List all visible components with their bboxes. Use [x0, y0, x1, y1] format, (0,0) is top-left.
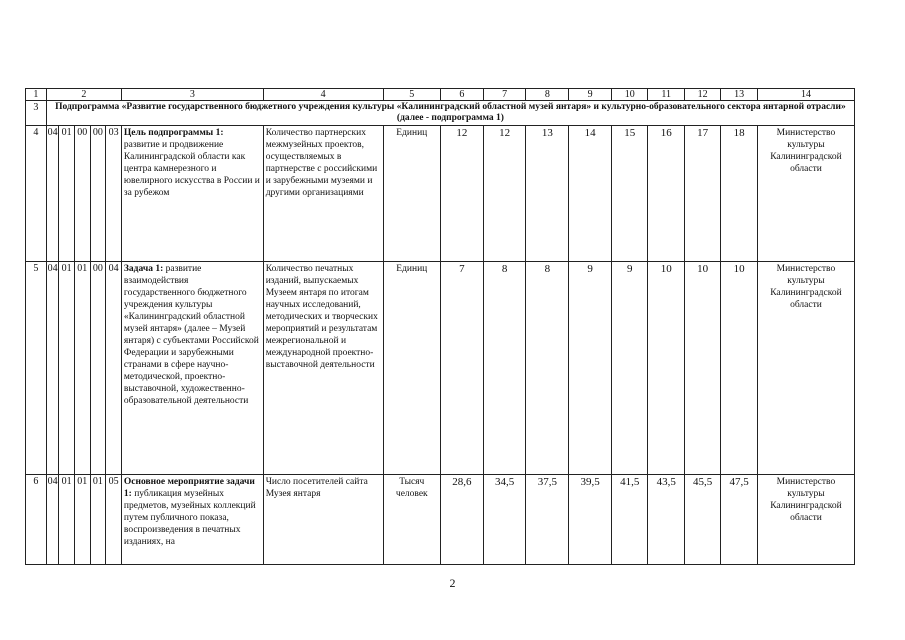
owner-cell: Министерство культуры Калининградской области [757, 475, 854, 565]
code-cell: 01 [59, 262, 75, 475]
value-cell: 8 [483, 262, 526, 475]
task-heading: Основное мероприятие задачи 1: [123, 477, 255, 499]
task-cell [121, 475, 263, 565]
header-row [26, 89, 855, 101]
indicator-cell: Число посетителей сайта Музея янтаря [263, 475, 383, 565]
row-number: 4 [26, 126, 47, 262]
owner-cell: Министерство культуры Калининградской области [757, 126, 854, 262]
value-cell: 10 [721, 262, 757, 475]
value-cell: 47,5 [721, 475, 757, 565]
indicator-cell: Количество партнерских межмузейных проектов, осуществляемых в партнерстве с российскими и зарубежными музеями и другими организациями [263, 126, 383, 262]
table-row [26, 475, 855, 565]
table-row [26, 262, 855, 475]
value-cell: 9 [569, 262, 612, 475]
value-cell: 28,6 [440, 475, 483, 565]
owner-cell: Министерство культуры Калининградской области [757, 262, 854, 475]
value-cell: 43,5 [648, 475, 684, 565]
row-number: 3 [26, 101, 47, 126]
value-cell: 10 [684, 262, 720, 475]
task-cell [121, 126, 263, 262]
value-cell: 14 [569, 126, 612, 262]
header-cell: 8 [526, 89, 569, 101]
value-cell: 7 [440, 262, 483, 475]
value-cell: 17 [684, 126, 720, 262]
subprogram-title: Подпрограмма «Развитие государственного бюджетного учреждения культуры «Калининградский областной музей янтаря» и культурно-образовательного сектора янтарной отрасли» (далее - подпрограмма 1) [46, 101, 854, 126]
unit-cell: Тысяч человек [383, 475, 440, 565]
value-cell: 34,5 [483, 475, 526, 565]
row-number: 5 [26, 262, 47, 475]
value-cell: 12 [440, 126, 483, 262]
header-cell: 9 [569, 89, 612, 101]
header-cell: 2 [46, 89, 121, 101]
value-cell: 12 [483, 126, 526, 262]
task-text: публикация музейных предметов, музейных коллекций путем публичного показа, воспроизведения в печатных изданиях, на [123, 489, 256, 547]
indicator-cell: Количество печатных изданий, выпускаемых Музеем янтаря по итогам научных исследований, методических и творческих мероприятий и результатам межрегиональной и международной проектно-выставочной деятельности [263, 262, 383, 475]
value-cell: 45,5 [684, 475, 720, 565]
code-cell: 00 [90, 126, 106, 262]
page-number: 2 [449, 576, 456, 590]
value-cell: 41,5 [611, 475, 647, 565]
unit-cell: Единиц [383, 126, 440, 262]
code-cell: 03 [106, 126, 122, 262]
value-cell: 18 [721, 126, 757, 262]
task-cell [121, 262, 263, 475]
task-text: развитие и продвижение Калининградской области как центра камнерезного и ювелирного искусства в России и за рубежом [123, 140, 260, 198]
code-cell: 04 [106, 262, 122, 475]
code-cell: 05 [106, 475, 122, 565]
code-cell: 04 [46, 126, 59, 262]
value-cell: 39,5 [569, 475, 612, 565]
task-text: развитие взаимодействия государственного бюджетного учреждения культуры «Калининградский областной музей янтаря» (далее – Музей янтаря) с субъектами Российской Федерации и зарубежными странами в сфере научно-методической, проектно-выставочной, художественно-образовательной деятельности [123, 264, 259, 406]
indicators-table [25, 88, 855, 565]
unit-cell: Единиц [383, 262, 440, 475]
header-cell: 13 [721, 89, 757, 101]
code-cell: 01 [74, 262, 90, 475]
header-cell: 12 [684, 89, 720, 101]
code-cell: 04 [46, 475, 59, 565]
value-cell: 16 [648, 126, 684, 262]
header-cell: 7 [483, 89, 526, 101]
header-cell: 14 [757, 89, 854, 101]
header-cell: 10 [611, 89, 647, 101]
code-cell: 00 [74, 126, 90, 262]
header-cell: 6 [440, 89, 483, 101]
subprogram-row [26, 101, 855, 126]
header-cell: 4 [263, 89, 383, 101]
task-heading: Задача 1: [123, 264, 164, 274]
header-cell: 1 [26, 89, 47, 101]
code-cell: 01 [74, 475, 90, 565]
header-cell: 5 [383, 89, 440, 101]
header-cell: 3 [121, 89, 263, 101]
value-cell: 8 [526, 262, 569, 475]
task-heading: Цель подпрограммы 1: [123, 128, 224, 138]
table-row [26, 126, 855, 262]
header-cell: 11 [648, 89, 684, 101]
code-cell: 01 [90, 475, 106, 565]
value-cell: 37,5 [526, 475, 569, 565]
value-cell: 9 [611, 262, 647, 475]
value-cell: 10 [648, 262, 684, 475]
code-cell: 01 [59, 126, 75, 262]
value-cell: 15 [611, 126, 647, 262]
code-cell: 01 [59, 475, 75, 565]
code-cell: 04 [46, 262, 59, 475]
value-cell: 13 [526, 126, 569, 262]
row-number: 6 [26, 475, 47, 565]
code-cell: 00 [90, 262, 106, 475]
